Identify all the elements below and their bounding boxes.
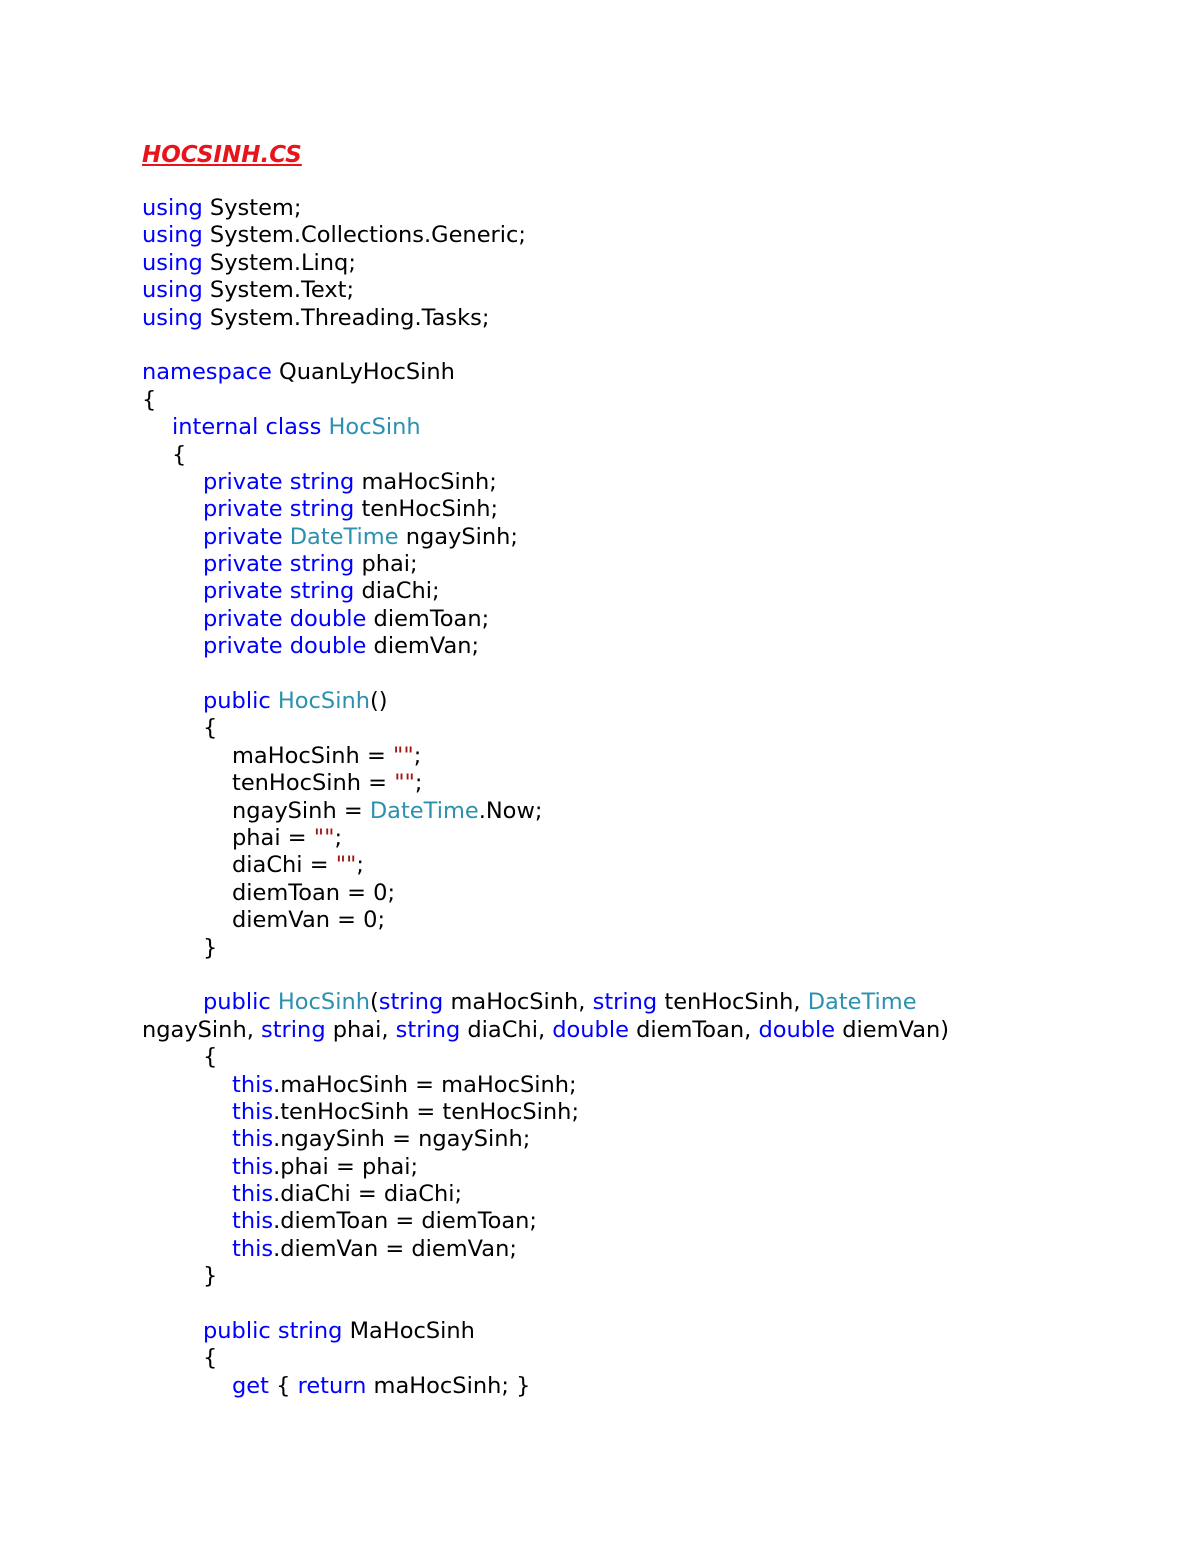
code-keyword: string bbox=[395, 1016, 461, 1043]
code-text: } bbox=[203, 1263, 218, 1290]
code-text: maHocSinh = bbox=[232, 742, 393, 769]
code-text bbox=[271, 1318, 278, 1344]
code-text: () bbox=[369, 688, 388, 715]
code-line bbox=[142, 387, 1142, 414]
code-text bbox=[271, 989, 278, 1015]
code-text: QuanLyHocSinh bbox=[271, 359, 455, 386]
code-line bbox=[142, 551, 1142, 578]
code-text: maHocSinh; bbox=[354, 468, 497, 495]
code-text: { bbox=[172, 441, 187, 468]
code-line bbox=[142, 1263, 1142, 1290]
code-type-name: DateTime bbox=[289, 523, 399, 550]
code-keyword: string bbox=[289, 496, 355, 523]
code-string-literal: "" bbox=[392, 742, 414, 769]
code-keyword: private bbox=[203, 523, 283, 550]
code-text: { bbox=[268, 1372, 298, 1399]
code-line bbox=[142, 359, 1142, 386]
code-text: ; bbox=[413, 742, 422, 769]
code-text: diemVan) bbox=[835, 1016, 950, 1043]
code-text: MaHocSinh bbox=[342, 1318, 475, 1345]
code-keyword: public bbox=[203, 688, 271, 715]
code-text bbox=[283, 469, 290, 495]
code-text: { bbox=[203, 715, 218, 742]
code-keyword: private bbox=[203, 496, 283, 523]
code-type-name: HocSinh bbox=[277, 688, 370, 715]
code-keyword: public bbox=[203, 1318, 271, 1345]
code-line bbox=[142, 633, 1142, 660]
code-text: diemToan, bbox=[628, 1016, 759, 1043]
code-text: .ngaySinh = ngaySinh; bbox=[273, 1126, 531, 1153]
code-line bbox=[142, 1318, 1142, 1345]
code-text bbox=[271, 688, 278, 714]
code-text: phai; bbox=[354, 551, 418, 578]
code-keyword: using bbox=[142, 304, 203, 331]
code-blank-line bbox=[142, 332, 1142, 359]
code-text: ; bbox=[334, 824, 343, 851]
code-line bbox=[142, 1126, 1142, 1153]
code-type-name: DateTime bbox=[807, 989, 917, 1016]
code-line bbox=[142, 305, 1142, 332]
code-line bbox=[142, 1044, 1142, 1071]
code-text: System.Collections.Generic; bbox=[202, 222, 526, 249]
code-line bbox=[142, 1099, 1142, 1126]
code-keyword: private bbox=[203, 633, 283, 660]
code-text: ( bbox=[369, 989, 379, 1016]
code-line bbox=[142, 496, 1142, 523]
code-text bbox=[258, 414, 265, 440]
code-text: System.Text; bbox=[202, 277, 355, 304]
code-line bbox=[142, 1154, 1142, 1181]
code-line bbox=[142, 442, 1142, 469]
code-listing bbox=[142, 195, 1142, 1400]
code-keyword: using bbox=[142, 277, 203, 304]
code-type-name: HocSinh bbox=[277, 989, 370, 1016]
code-line bbox=[142, 1373, 1142, 1400]
code-text: diemToan; bbox=[366, 605, 490, 632]
code-line bbox=[142, 825, 1142, 852]
code-line bbox=[142, 469, 1142, 496]
code-line bbox=[142, 880, 1142, 907]
code-text bbox=[321, 414, 328, 440]
code-text: diaChi = bbox=[232, 852, 336, 879]
code-keyword: double bbox=[289, 605, 367, 632]
code-text bbox=[283, 551, 290, 577]
code-keyword: string bbox=[289, 468, 355, 495]
code-line bbox=[142, 578, 1142, 605]
code-keyword: using bbox=[142, 249, 203, 276]
code-text: ; bbox=[356, 852, 364, 879]
code-keyword: private bbox=[203, 578, 283, 605]
code-line bbox=[142, 688, 1142, 715]
code-string-literal: "" bbox=[394, 770, 415, 797]
code-keyword: public bbox=[203, 989, 271, 1016]
code-text: diaChi, bbox=[460, 1016, 553, 1043]
code-keyword: using bbox=[142, 195, 203, 221]
code-keyword: string bbox=[277, 1318, 343, 1345]
code-keyword: this bbox=[232, 1126, 274, 1153]
code-text: tenHocSinh, bbox=[657, 989, 808, 1016]
code-text: { bbox=[142, 386, 157, 413]
code-text: ngaySinh, bbox=[142, 1016, 262, 1043]
code-line bbox=[142, 1208, 1142, 1235]
code-text: ngaySinh; bbox=[398, 523, 518, 550]
code-keyword: using bbox=[142, 222, 203, 249]
code-keyword: namespace bbox=[142, 359, 272, 386]
code-text: ngaySinh = bbox=[232, 797, 370, 824]
code-keyword: string bbox=[378, 989, 444, 1016]
code-keyword: this bbox=[232, 1235, 274, 1262]
code-text: tenHocSinh; bbox=[354, 496, 499, 523]
code-line bbox=[142, 852, 1142, 879]
code-keyword: double bbox=[289, 633, 367, 660]
code-text: { bbox=[203, 1044, 218, 1071]
code-text: maHocSinh, bbox=[443, 989, 593, 1016]
code-keyword: this bbox=[232, 1181, 274, 1208]
code-keyword: internal bbox=[172, 414, 259, 441]
code-blank-line bbox=[142, 1291, 1142, 1318]
code-line bbox=[142, 1345, 1142, 1372]
code-keyword: string bbox=[289, 578, 355, 605]
code-line bbox=[142, 250, 1142, 277]
document-title: HOCSINH.CS bbox=[142, 142, 302, 168]
code-text: phai = bbox=[232, 824, 314, 851]
code-keyword: this bbox=[232, 1071, 274, 1098]
code-line bbox=[142, 524, 1142, 551]
code-blank-line bbox=[142, 661, 1142, 688]
code-line bbox=[142, 743, 1142, 770]
code-line bbox=[142, 1017, 1142, 1044]
code-line bbox=[142, 1072, 1142, 1099]
code-line bbox=[142, 907, 1142, 934]
code-line bbox=[142, 222, 1142, 249]
code-keyword: private bbox=[203, 551, 283, 578]
code-keyword: this bbox=[232, 1153, 274, 1180]
code-text bbox=[283, 496, 290, 522]
code-text: .diaChi = diaChi; bbox=[273, 1181, 463, 1208]
code-text: } bbox=[203, 934, 218, 961]
code-line bbox=[142, 606, 1142, 633]
code-blank-line bbox=[142, 962, 1142, 989]
code-string-literal: "" bbox=[313, 824, 335, 851]
code-keyword: this bbox=[232, 1208, 274, 1235]
code-line bbox=[142, 414, 1142, 441]
code-keyword: double bbox=[758, 1016, 836, 1043]
code-text: tenHocSinh = bbox=[232, 770, 395, 797]
code-text: .diemToan = diemToan; bbox=[273, 1208, 538, 1235]
code-text bbox=[283, 578, 290, 604]
code-line bbox=[142, 195, 1142, 222]
code-text: System.Threading.Tasks; bbox=[202, 304, 490, 331]
code-text bbox=[283, 606, 290, 632]
code-text: diaChi; bbox=[354, 578, 440, 605]
code-text: .Now; bbox=[478, 797, 543, 824]
code-text bbox=[283, 524, 290, 550]
code-text: phai, bbox=[325, 1016, 396, 1043]
code-text: System.Linq; bbox=[202, 249, 356, 276]
code-text: .diemVan = diemVan; bbox=[273, 1235, 517, 1262]
code-keyword: private bbox=[203, 468, 283, 495]
code-text: { bbox=[203, 1345, 218, 1372]
code-keyword: class bbox=[265, 414, 322, 441]
code-keyword: get bbox=[232, 1372, 269, 1399]
code-line bbox=[142, 935, 1142, 962]
code-text: .maHocSinh = maHocSinh; bbox=[273, 1071, 577, 1098]
code-text: diemVan = 0; bbox=[232, 907, 386, 934]
code-text bbox=[283, 633, 290, 659]
code-keyword: private bbox=[203, 605, 283, 632]
code-line bbox=[142, 715, 1142, 742]
code-keyword: string bbox=[592, 989, 658, 1016]
code-line bbox=[142, 989, 1142, 1016]
code-keyword: string bbox=[289, 551, 355, 578]
code-keyword: this bbox=[232, 1098, 274, 1125]
code-type-name: HocSinh bbox=[328, 414, 421, 441]
code-line bbox=[142, 798, 1142, 825]
code-text: diemVan; bbox=[366, 633, 480, 660]
code-line bbox=[142, 1181, 1142, 1208]
code-line bbox=[142, 277, 1142, 304]
code-text: System; bbox=[202, 195, 302, 221]
code-text: diemToan = 0; bbox=[232, 879, 396, 906]
code-text: maHocSinh; } bbox=[366, 1372, 531, 1399]
code-text: .phai = phai; bbox=[273, 1153, 419, 1180]
code-string-literal: "" bbox=[335, 852, 357, 879]
code-keyword: return bbox=[297, 1372, 367, 1399]
code-keyword: double bbox=[552, 1016, 629, 1043]
code-type-name: DateTime bbox=[369, 797, 479, 824]
code-text: ; bbox=[414, 770, 423, 797]
code-keyword: string bbox=[261, 1016, 326, 1043]
code-line bbox=[142, 1236, 1142, 1263]
code-line bbox=[142, 770, 1142, 797]
code-text: .tenHocSinh = tenHocSinh; bbox=[273, 1098, 580, 1125]
